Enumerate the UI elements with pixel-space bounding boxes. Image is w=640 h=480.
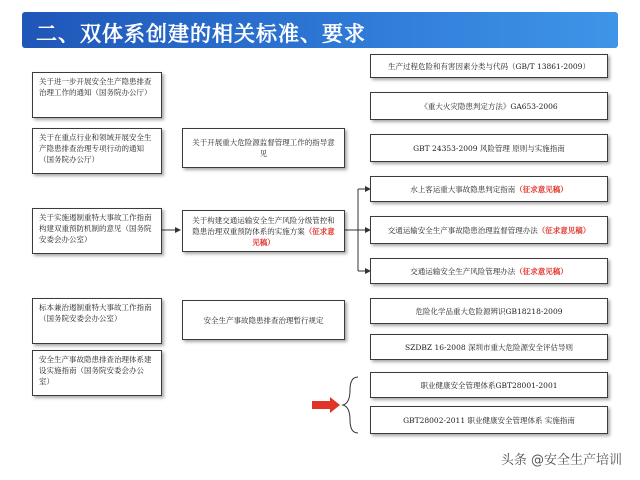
right-box-4-main: 水上客运重大事故隐患判定指南 (410, 184, 516, 194)
middle-box-interim-text: 安全生产事故隐患排查治理暂行规定 (203, 315, 324, 325)
draft-tag: （征求意见稿） (537, 225, 591, 235)
left-box-3 (32, 208, 162, 254)
middle-box-interim (182, 300, 345, 340)
right-box-4-text (410, 184, 568, 195)
middle-box-transport-text (189, 215, 338, 248)
right-box-7 (370, 298, 608, 324)
right-box-6-text (410, 266, 568, 277)
page-title: 二、双体系创建的相关标准、要求 (36, 22, 366, 46)
right-box-6 (370, 258, 608, 284)
draft-tag: （征求意见稿） (515, 266, 568, 276)
left-box-4-text: 标本兼治遏制重特大事故工作指南（国务院安委会办公室） (39, 303, 152, 323)
right-box-5-text (388, 225, 591, 236)
left-box-1-text: 关于进一步开展安全生产隐患排查治理工作的通知（国务院办公厅） (39, 77, 152, 97)
right-box-2 (370, 92, 608, 120)
right-box-1 (370, 54, 608, 78)
right-box-4 (370, 176, 608, 202)
right-box-3-text: GBT 24353-2009 风险管理 原则与实施指南 (413, 143, 565, 153)
left-box-2 (32, 128, 162, 174)
right-box-6-main: 交通运输安全生产风险管理办法 (410, 266, 516, 276)
middle-box-transport-main: 关于构建交通运输安全生产风险分级管控和隐患治理双重预防体系的实施方案 (192, 215, 335, 236)
right-box-9-text: 职业健康安全管理体系GBT28001-2001 (420, 380, 558, 390)
middle-box-guide (182, 128, 345, 168)
left-box-5 (32, 350, 162, 396)
brace (343, 377, 358, 433)
left-box-1 (32, 72, 162, 118)
middle-box-guide-text: 关于开展重大危险源监督管理工作的指导意见 (192, 138, 335, 158)
right-box-8-text: SZDBZ 16-2008 深圳市重大危险源安全评估导则 (404, 342, 574, 352)
draft-tag: （征求意见稿） (252, 226, 335, 247)
watermark: 头条 @安全生产培训 (500, 453, 622, 468)
right-box-10-text: GBT28002-2011 职业健康安全管理体系 实施指南 (403, 415, 575, 425)
left-box-3-text: 关于实施遏制重特大事故工作指南构建双重预防机制的意见（国务院安委会办公室） (39, 213, 152, 244)
middle-box-transport (182, 210, 345, 252)
right-box-5 (370, 216, 608, 244)
right-box-1-text: 生产过程危险和有害因素分类与代码（GB/T 13861-2009） (388, 61, 590, 71)
right-box-9 (370, 372, 608, 398)
right-box-5-main: 交通运输安全生产事故隐患治理监督管理办法 (387, 225, 538, 235)
right-box-8 (370, 334, 608, 360)
right-box-7-text: 危险化学品重大危险源辨识GB18218-2009 (415, 306, 563, 316)
left-box-4 (32, 298, 162, 344)
right-box-10 (370, 406, 608, 434)
right-box-3 (370, 134, 608, 162)
left-box-5-text: 安全生产事故隐患排查治理体系建设实施指南（国务院安委会办公室） (39, 355, 152, 386)
red-arrow-icon (312, 397, 340, 413)
right-box-2-text: 《重大火灾隐患判定方法》GA653-2006 (420, 101, 558, 111)
draft-tag: （征求意见稿） (515, 184, 568, 194)
left-box-2-text: 关于在重点行业和领域开展安全生产隐患排查治理专项行动的通知（国务院办公厅） (39, 133, 152, 164)
